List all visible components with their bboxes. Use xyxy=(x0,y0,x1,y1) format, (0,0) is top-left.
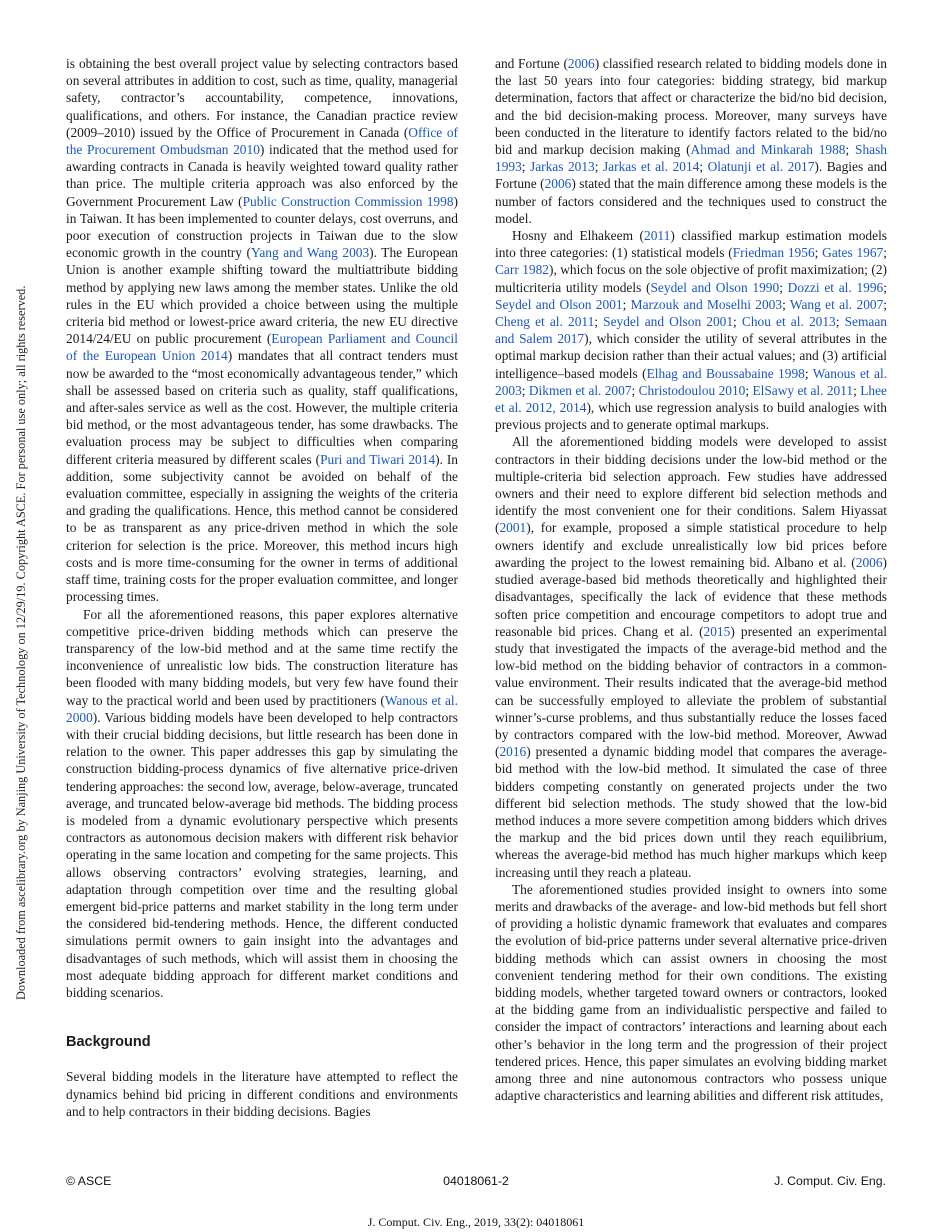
footer-publisher: © ASCE xyxy=(66,1174,112,1188)
citation-link[interactable]: Elhag and Boussabaine 1998 xyxy=(646,365,805,381)
citation-link[interactable]: Yang and Wang 2003 xyxy=(251,245,370,261)
citation-link[interactable]: ElSawy et al. 2011 xyxy=(752,382,854,398)
citation-link[interactable]: Jarkas et al. 2014 xyxy=(602,159,700,175)
citation-link[interactable]: Friedman 1956 xyxy=(732,245,815,261)
citation-link[interactable]: Shash 1993 xyxy=(495,142,887,175)
footer-citation: J. Comput. Civ. Eng., 2019, 33(2): 04018061 xyxy=(367,1215,585,1229)
citation-link[interactable]: Lhee et al. 2012, 2014 xyxy=(495,382,887,416)
citation-link[interactable]: Semaan and Salem 2017 xyxy=(495,314,887,347)
citation-link[interactable]: Dozzi et al. 1996 xyxy=(787,279,884,295)
citation-link[interactable]: 2001 xyxy=(499,520,527,536)
citation-link[interactable]: Wanous et al. 2000 xyxy=(66,692,458,725)
citation-link[interactable]: Dikmen et al. 2007 xyxy=(528,382,632,398)
citation-link[interactable]: Gates 1967 xyxy=(822,245,884,261)
citation-link[interactable]: Carr 1982 xyxy=(495,262,549,278)
paragraph: Hosny and Elhakeem (2011) classified markup estimation models into three categories: (1) statistical models (Friedman 1956; Gates 1967; Carr 1982), which focus on the sole objective of profit maximization; (2) multicriteria utility models (Seydel and Olson 1990; Dozzi et al. 1996; Seydel and Olson 2001; Marzouk and Moselhi 2003; Wang et al. 2007; Cheng et al. 2011; Seydel and Olson 2001; Chou et al. 2013; Semaan and Salem 2017), which consider the utility of several attributes in the optimal markup decision rather than their actual values; and (3) artificial intelligence–based models (Elhag and Boussabaine 1998; Wanous et al. 2003; Dikmen et al. 2007; Christodoulou 2010; ElSawy et al. 2011; Lhee et al. 2012, 2014), which use regression analysis to build analogies with previous projects and to generate optimal markups. xyxy=(495,228,888,433)
citation-link[interactable]: 2016 xyxy=(499,744,527,760)
citation-link[interactable]: Seydel and Olson 2001 xyxy=(495,296,623,312)
citation-link[interactable]: Office of the Procurement Ombudsman 2010 xyxy=(66,124,458,158)
citation-link[interactable]: Chou et al. 2013 xyxy=(741,314,836,330)
citation-link[interactable]: European Parliament and Council of the European Union 2014 xyxy=(66,331,458,364)
citation-link[interactable]: Seydel and Olson 1990 xyxy=(650,279,780,295)
citation-link[interactable]: 2006 xyxy=(544,176,572,192)
footer-page-id: 04018061-2 xyxy=(443,1174,509,1188)
paragraph: and Fortune (2006) classified research related to bidding models done in the last 50 years into four categories: bidding strategy, bid markup determination, factors that affect or characterize the bid/no bid decision, and the bid decision-making process. Moreover, many surveys have been conducted in the literature to identify factors related to the bid/no bid and markup decision making (Ahmad and Minkarah 1988; Shash 1993; Jarkas 2013; Jarkas et al. 2014; Olatunji et al. 2017). Bagies and Fortune (2006) stated that the main difference among these models is the number of factors considered and the techniques used to construct the model. xyxy=(495,56,887,226)
citation-link[interactable]: Jarkas 2013 xyxy=(530,159,595,175)
download-notice: Downloaded from ascelibrary.org by Nanjing University of Technology on 12/29/19. Copyright ASCE. For personal use only; all rights reserved. xyxy=(14,285,28,1000)
citation-link[interactable]: Wang et al. 2007 xyxy=(789,296,884,312)
left-column xyxy=(66,55,458,1120)
paragraph: Several bidding models in the literature have attempted to reflect the dynamics behind bid pricing in different conditions and environments and to help contractors in their bidding decisions. Bagies xyxy=(66,1069,458,1119)
citation-link[interactable]: Olatunji et al. 2017 xyxy=(707,159,815,175)
citation-link[interactable]: 2006 xyxy=(567,56,595,71)
section-heading: Background xyxy=(66,1034,151,1051)
footer-journal: J. Comput. Civ. Eng. xyxy=(774,1174,886,1188)
citation-link[interactable]: Cheng et al. 2011 xyxy=(495,314,595,330)
citation-link[interactable]: Wanous et al. 2003 xyxy=(495,365,888,398)
paragraph: is obtaining the best overall project value by selecting contractors based on several attributes in addition to cost, such as time, quality, managerial safety, contractor’s accountability, competence, innovations, qualifications, and others. For instance, the Canadian practice review (2009–2010) issued by the Office of Procurement in Canada (Office of the Procurement Ombudsman 2010) indicated that the method used for awarding contracts in Canada is heavily weighted toward quality rather than price. The multiple criteria approach was also enforced by the Government Procurement Law (Public Construction Commission 1998) in Taiwan. It has been implemented to counter delays, cost overruns, and poor execution of construction projects in Taiwan due to the slow economic growth in the country (Yang and Wang 2003). The European Union is another example shifting toward the multiattribute bidding method by applying new laws among the member states. Unlike the old rules in the EU which provided a choice between using the multiple criteria bid method or lowest-price award criteria, the new EU directive 2014/24/EU on public procurement (European Parliament and Council of the European Union 2014) mandates that all contract tenders must now be awarded to the “most economically advantageous tender,” which shall be assessed based on criteria such as quality, staff qualifications, and after-sales service as well as the cost. However, the multiple criteria bid method, or the most advantageous tender, has some drawbacks. The evaluation process may be subject to difficulties when comparing different criteria measured by different scales (Puri and Tiwari 2014). In addition, some subjectivity cannot be avoided on behalf of the evaluation committee, especially in assigning the weights of the criteria and grading the qualifications. Hence, this method cannot be considered to be as transparent as any price-driven method in which the sole criterion for selection is the price. Moreover, this method incurs high costs and is more time-consuming for the owner in terms of additional staff time, training costs for the proper evaluation committee, and longer processing times. xyxy=(66,56,458,605)
citation-link[interactable]: Seydel and Olson 2001 xyxy=(603,314,734,330)
citation-link[interactable]: 2011 xyxy=(644,228,671,244)
citation-link[interactable]: Christodoulou 2010 xyxy=(638,382,746,398)
citation-link[interactable]: 2015 xyxy=(703,623,731,639)
citation-link[interactable]: Marzouk and Moselhi 2003 xyxy=(630,296,783,312)
right-column xyxy=(495,55,887,1104)
citation-link[interactable]: Public Construction Commission 1998 xyxy=(242,193,454,209)
paragraph: The aforementioned studies provided insight to owners into some merits and drawbacks of the average- and low-bid methods but fell short of providing a holistic dynamic framework that evaluates and compares the evolution of bid-price patterns under several alternative price-driven bidding methods which can assist owners in choosing the most convenient tendering method for their own conditions. The existing bidding models, whether targeted toward owners or contractors, looked at the bidding game from an individualistic perspective and failed to consider the impact of contractors’ interactions and learning about each other’s behavior in the long term and the progression of their project tendered prices. Hence, this paper simulates an evolving bidding market among three and nine autonomous contractors who possess unique adaptive characteristics and learning abilities and different risk attitudes, xyxy=(495,881,887,1104)
citation-link[interactable]: Ahmad and Minkarah 1988 xyxy=(690,142,846,158)
citation-link[interactable]: 2006 xyxy=(855,554,883,570)
paragraph: All the aforementioned bidding models were developed to assist contractors in their bidding decisions under the low-bid method or the multiple-criteria bid selection approach. Few studies have addressed owners and their need to explore different bid selection methods and identify the most convenient one for their conditions. Salem Hiyassat (2001), for example, proposed a simple statistical procedure to help owners identify and exclude unrealistically low bid prices before awarding the project to the lowest remaining bid. Albano et al. (2006) studied average-based bid methods theoretically and highlighted their disadvantages, specifically the lack of evidence that these methods soften price competition and encourage competitors to adopt true and reasonable bid prices. Chang et al. (2015) presented an experimental study that investigated the impacts of the average-bid method and the low-bid method on the bidding behavior of contractors in a common-value environment. Their results indicated that the average-bid method can be successfully employed to alleviate the problem of substantial winner’s-curse problems, and thus substantially reduce the losses faced by contractors compared with the low-bid method. Moreover, Awwad (2016) presented a dynamic bidding model that compares the average-bid method with the low-bid method. It simulated the case of three bidders competing constantly on generated projects under the two different bid selection methods. The study showed that the low-bid method induces a more severe competition among bidders which drives the markup and the bid prices down until they reach equilibrium, whereas the average-bid method has much higher markups which keep increasing until they reach a plateau. xyxy=(495,434,887,880)
citation-link[interactable]: Puri and Tiwari 2014 xyxy=(320,451,436,467)
paragraph: For all the aforementioned reasons, this paper explores alternative competitive price-driven bidding methods which can preserve the transparency of the low-bid method and at the same time rectify the inconvenience of unrealistic low bids. The construction literature has been flooded with many bidding models, but very few have found their way to the practical world and been used by practitioners (Wanous et al. 2000). Various bidding models have been developed to help contractors with their crucial bidding decisions, but little research has been done in relation to the owner. This paper addresses this gap by simulating the construction bidding-process dynamics of five alternative price-driven tendering approaches: the second low, average, below-average, truncated average, and truncated below-average bid methods. The bidding process is modeled from a dynamic evolutionary perspective which presents contractors as autonomous decision makers with different risk behavior operating in the same location and competing for the same projects. This allows observing contractors’ evolving strategies, learning, and adaptation through competition over time and the resulting global emergent bid-price patterns and market stability in the long term under the considered bid-tendering methods. Hence, the different conducted simulations permit owners to gain insight into the advantages and disadvantages of such methods, which will assist them in choosing the most adequate bidding approach for different market conditions and bidding scenarios. xyxy=(66,606,458,1000)
